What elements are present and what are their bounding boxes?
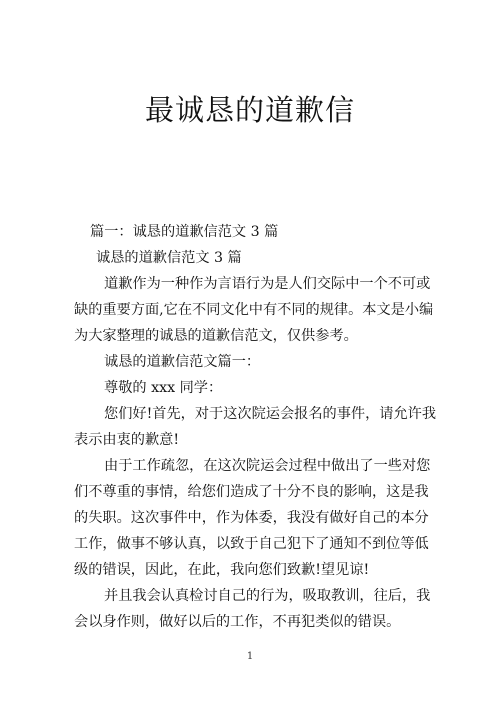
text-line-7: 尊敬的 xxx 同学： [104,380,223,396]
text-line-4: 缺的重要方面,它在不同文化中有不同的规律。本文是小编 [74,302,434,318]
text-line-1: 篇一：诚恳的道歉信范文 3 篇 [90,224,279,240]
text-line-9: 表示由衷的歉意! [74,432,180,448]
text-line-15: 并且我会认真检讨自己的行为，吸取教训，往后，我 [104,588,431,604]
text-line-14: 级的错误，因此，在此，我向您们致歉!望见谅! [74,562,370,578]
text-line-13: 工作，做事不够认真，以致于自己犯下了通知不到位等低 [74,536,429,552]
text-line-12: 的失职。这次事件中，作为体委，我没有做好自己的本分 [74,510,429,526]
text-line-3: 道歉作为一种作为言语行为是人们交际中一个不可或 [104,276,431,292]
text-line-2: 诚恳的道歉信范文 3 篇 [96,250,242,266]
page-number: 1 [246,651,254,662]
document-title: 最诚恳的道歉信 [144,93,355,127]
text-line-8: 您们好!首先，对于这次院运会报名的事件，请允许我 [104,406,437,422]
text-line-6: 诚恳的道歉信范文篇一： [104,354,261,370]
text-line-16: 会以身作则，做好以后的工作，不再犯类似的错误。 [74,614,401,630]
text-line-10: 由于工作疏忽，在这次院运会过程中做出了一些对您 [104,458,431,474]
text-line-11: 们不尊重的事情，给您们造成了十分不良的影响，这是我 [74,484,429,500]
text-line-5: 为大家整理的诚恳的道歉信范文，仅供参考。 [74,328,358,344]
